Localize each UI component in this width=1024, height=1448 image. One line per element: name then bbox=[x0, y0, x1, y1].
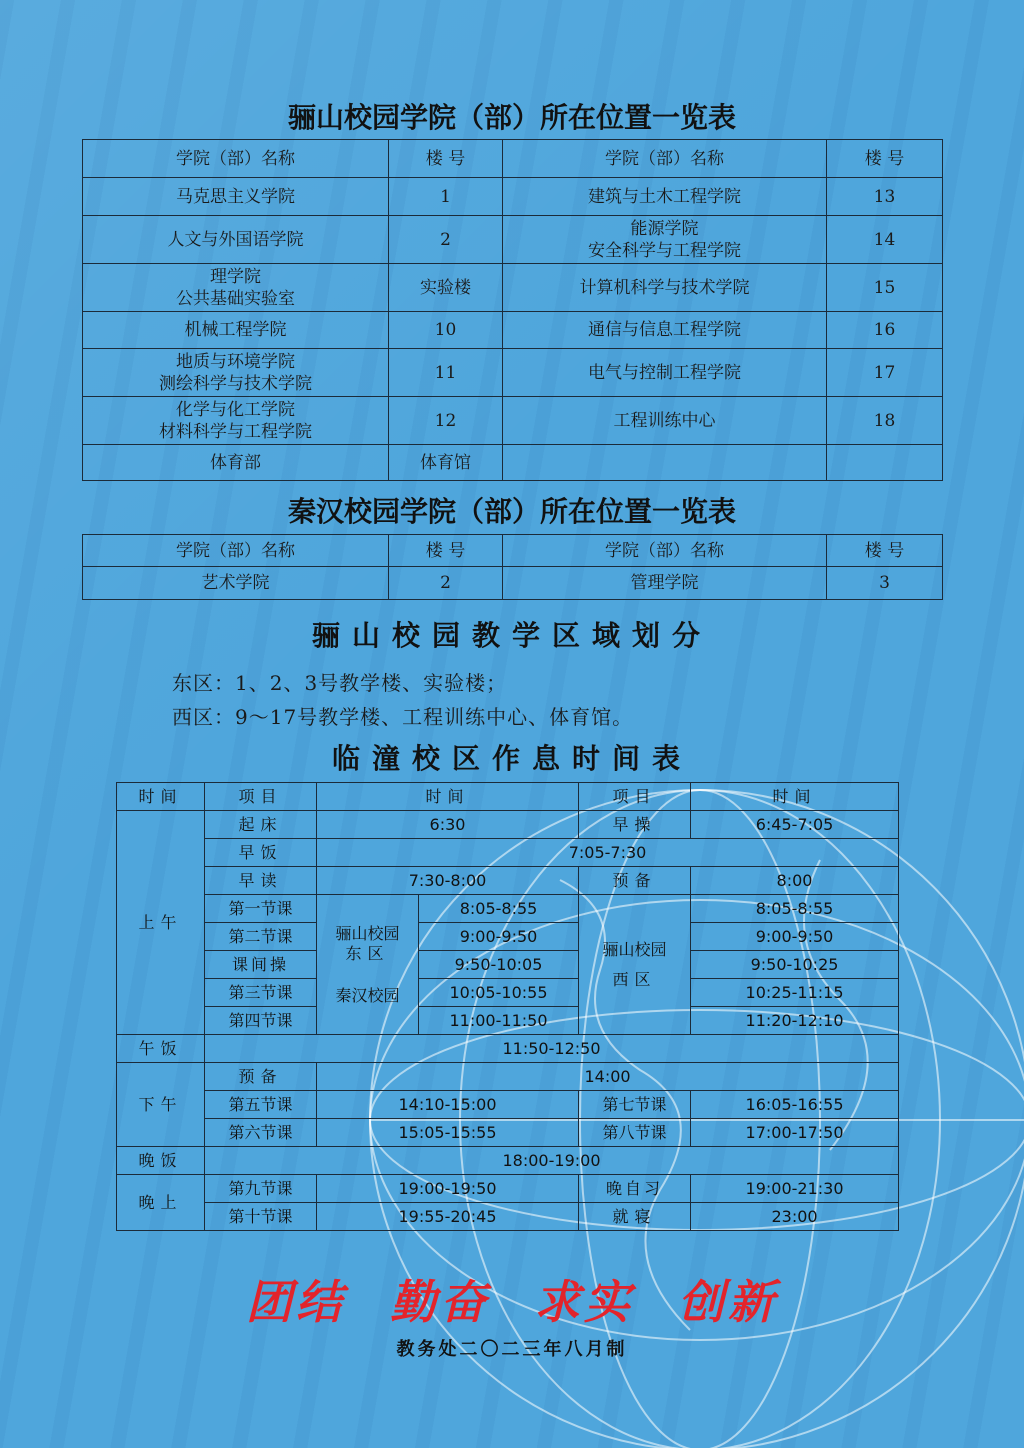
west-zone-line: 西区 bbox=[612, 969, 657, 989]
item-period-9: 第九节课 bbox=[205, 1175, 317, 1203]
table-row bbox=[83, 445, 943, 481]
schedule-table bbox=[116, 782, 899, 1231]
college-name: 计算机科学与技术学院 bbox=[503, 264, 827, 312]
college-name: 机械工程学院 bbox=[83, 312, 389, 349]
table-header-row bbox=[83, 140, 943, 178]
table-row bbox=[83, 312, 943, 349]
table-row bbox=[117, 1091, 899, 1119]
east-zone-line: 骊山校园 bbox=[335, 923, 400, 943]
building-no: 17 bbox=[827, 349, 943, 397]
schedule-title: 临潼校区作息时间表 bbox=[331, 742, 692, 775]
table-row bbox=[117, 1203, 899, 1231]
building-no: 体育馆 bbox=[389, 445, 503, 481]
table-row bbox=[83, 567, 943, 600]
time-west-3: 9:50-10:25 bbox=[691, 951, 899, 979]
item-period-1: 第一节课 bbox=[205, 895, 317, 923]
college-name: 地质与环境学院 测绘科学与技术学院 bbox=[83, 349, 389, 397]
college-name: 人文与外国语学院 bbox=[83, 216, 389, 264]
time-sleep: 23:00 bbox=[691, 1203, 899, 1231]
header-college-name: 学院（部）名称 bbox=[503, 535, 827, 567]
header-clock: 时间 bbox=[691, 783, 899, 811]
college-name: 管理学院 bbox=[503, 567, 827, 600]
item-break-exercise: 课间操 bbox=[205, 951, 317, 979]
time-period-10: 19:55-20:45 bbox=[317, 1203, 579, 1231]
building-no: 16 bbox=[827, 312, 943, 349]
college-name: 通信与信息工程学院 bbox=[503, 312, 827, 349]
time-west-5: 11:20-12:10 bbox=[691, 1007, 899, 1035]
item-period-3: 第三节课 bbox=[205, 979, 317, 1007]
time-east-4: 10:05-10:55 bbox=[419, 979, 579, 1007]
time-reading: 7:30-8:00 bbox=[317, 867, 579, 895]
item-breakfast: 早饭 bbox=[205, 839, 317, 867]
table-row bbox=[83, 264, 943, 312]
table-row bbox=[83, 178, 943, 216]
item-sleep: 就寝 bbox=[579, 1203, 691, 1231]
period-evening: 晚上 bbox=[117, 1175, 205, 1231]
table-row bbox=[117, 811, 899, 839]
zones-title: 骊山校园教学区域划分 bbox=[311, 619, 712, 652]
item-rise: 起床 bbox=[205, 811, 317, 839]
table-row bbox=[117, 1007, 899, 1035]
item-reading: 早读 bbox=[205, 867, 317, 895]
header-building-no: 楼 号 bbox=[827, 140, 943, 178]
time-dinner: 18:00-19:00 bbox=[205, 1147, 899, 1175]
west-zone-line: 骊山校园 bbox=[602, 939, 667, 959]
lishan-college-table bbox=[82, 139, 943, 481]
item-period-7: 第七节课 bbox=[579, 1091, 691, 1119]
time-lunch: 11:50-12:50 bbox=[205, 1035, 899, 1063]
period-dinner: 晚饭 bbox=[117, 1147, 205, 1175]
table-row bbox=[117, 923, 899, 951]
time-west-4: 10:25-11:15 bbox=[691, 979, 899, 1007]
table-row bbox=[117, 979, 899, 1007]
time-west-1: 8:05-8:55 bbox=[691, 895, 899, 923]
building-no: 15 bbox=[827, 264, 943, 312]
table-header-row bbox=[83, 535, 943, 567]
table-row bbox=[83, 349, 943, 397]
west-zone-cell bbox=[579, 895, 691, 1035]
table-row bbox=[117, 1119, 899, 1147]
lishan-table-title: 骊山校园学院（部）所在位置一览表 bbox=[287, 101, 736, 134]
item-period-2: 第二节课 bbox=[205, 923, 317, 951]
header-item: 项目 bbox=[579, 783, 691, 811]
time-pm-prep: 14:00 bbox=[317, 1063, 899, 1091]
college-name bbox=[503, 445, 827, 481]
table-header-row bbox=[117, 783, 899, 811]
table-row bbox=[117, 867, 899, 895]
item-period-5: 第五节课 bbox=[205, 1091, 317, 1119]
building-no: 3 bbox=[827, 567, 943, 600]
period-lunch: 午饭 bbox=[117, 1035, 205, 1063]
time-prep: 8:00 bbox=[691, 867, 899, 895]
building-no bbox=[827, 445, 943, 481]
time-breakfast: 7:05-7:30 bbox=[317, 839, 899, 867]
building-no: 12 bbox=[389, 397, 503, 445]
header-building-no: 楼 号 bbox=[827, 535, 943, 567]
building-no: 2 bbox=[389, 216, 503, 264]
header-college-name: 学院（部）名称 bbox=[83, 140, 389, 178]
east-zone-text: 东区：1、2、3号教学楼、实验楼； bbox=[172, 671, 508, 695]
header-college-name: 学院（部）名称 bbox=[83, 535, 389, 567]
period-morning: 上午 bbox=[117, 811, 205, 1035]
footer-credit: 教务处二〇二三年八月制 bbox=[396, 1339, 628, 1360]
time-exercise: 6:45-7:05 bbox=[691, 811, 899, 839]
header-college-name: 学院（部）名称 bbox=[503, 140, 827, 178]
item-period-6: 第六节课 bbox=[205, 1119, 317, 1147]
time-east-2: 9:00-9:50 bbox=[419, 923, 579, 951]
time-period-5: 14:10-15:00 bbox=[317, 1091, 579, 1119]
period-afternoon: 下午 bbox=[117, 1063, 205, 1147]
table-row bbox=[83, 216, 943, 264]
building-no: 10 bbox=[389, 312, 503, 349]
college-name: 艺术学院 bbox=[83, 567, 389, 600]
header-building-no: 楼 号 bbox=[389, 535, 503, 567]
item-period-4: 第四节课 bbox=[205, 1007, 317, 1035]
college-name: 理学院 公共基础实验室 bbox=[83, 264, 389, 312]
item-period-10: 第十节课 bbox=[205, 1203, 317, 1231]
west-zone-text: 西区：9～17号教学楼、工程训练中心、体育馆。 bbox=[172, 705, 634, 729]
college-name: 工程训练中心 bbox=[503, 397, 827, 445]
item-prep: 预备 bbox=[579, 867, 691, 895]
time-east-1: 8:05-8:55 bbox=[419, 895, 579, 923]
building-no: 实验楼 bbox=[389, 264, 503, 312]
college-name: 化学与化工学院 材料科学与工程学院 bbox=[83, 397, 389, 445]
table-row bbox=[83, 397, 943, 445]
time-period-8: 17:00-17:50 bbox=[691, 1119, 899, 1147]
building-no: 13 bbox=[827, 178, 943, 216]
motto-text: 团结 勤奋 求实 创新 bbox=[245, 1275, 779, 1329]
college-name: 建筑与土木工程学院 bbox=[503, 178, 827, 216]
header-building-no: 楼 号 bbox=[389, 140, 503, 178]
east-zone-line: 秦汉校园 bbox=[335, 985, 400, 1005]
building-no: 18 bbox=[827, 397, 943, 445]
table-row bbox=[117, 1175, 899, 1203]
header-item: 项目 bbox=[205, 783, 317, 811]
building-no: 14 bbox=[827, 216, 943, 264]
time-rise: 6:30 bbox=[317, 811, 579, 839]
table-row bbox=[117, 1035, 899, 1063]
item-self-study: 晚自习 bbox=[579, 1175, 691, 1203]
college-name: 马克思主义学院 bbox=[83, 178, 389, 216]
time-period-7: 16:05-16:55 bbox=[691, 1091, 899, 1119]
time-self-study: 19:00-21:30 bbox=[691, 1175, 899, 1203]
building-no: 2 bbox=[389, 567, 503, 600]
east-zone-line: 东区 bbox=[345, 943, 390, 963]
qinhan-table-title: 秦汉校园学院（部）所在位置一览表 bbox=[287, 495, 736, 528]
table-row bbox=[117, 1063, 899, 1091]
college-name: 能源学院 安全科学与工程学院 bbox=[503, 216, 827, 264]
east-zone-cell bbox=[317, 895, 419, 1035]
table-row bbox=[117, 839, 899, 867]
item-period-8: 第八节课 bbox=[579, 1119, 691, 1147]
item-exercise: 早操 bbox=[579, 811, 691, 839]
header-clock: 时间 bbox=[317, 783, 579, 811]
qinhan-college-table bbox=[82, 534, 943, 600]
building-no: 11 bbox=[389, 349, 503, 397]
table-row bbox=[117, 1147, 899, 1175]
header-time: 时间 bbox=[117, 783, 205, 811]
table-row bbox=[117, 951, 899, 979]
time-period-9: 19:00-19:50 bbox=[317, 1175, 579, 1203]
college-name: 电气与控制工程学院 bbox=[503, 349, 827, 397]
college-name: 体育部 bbox=[83, 445, 389, 481]
item-pm-prep: 预备 bbox=[205, 1063, 317, 1091]
time-west-2: 9:00-9:50 bbox=[691, 923, 899, 951]
time-east-3: 9:50-10:05 bbox=[419, 951, 579, 979]
building-no: 1 bbox=[389, 178, 503, 216]
table-row bbox=[117, 895, 899, 923]
time-period-6: 15:05-15:55 bbox=[317, 1119, 579, 1147]
time-east-5: 11:00-11:50 bbox=[419, 1007, 579, 1035]
